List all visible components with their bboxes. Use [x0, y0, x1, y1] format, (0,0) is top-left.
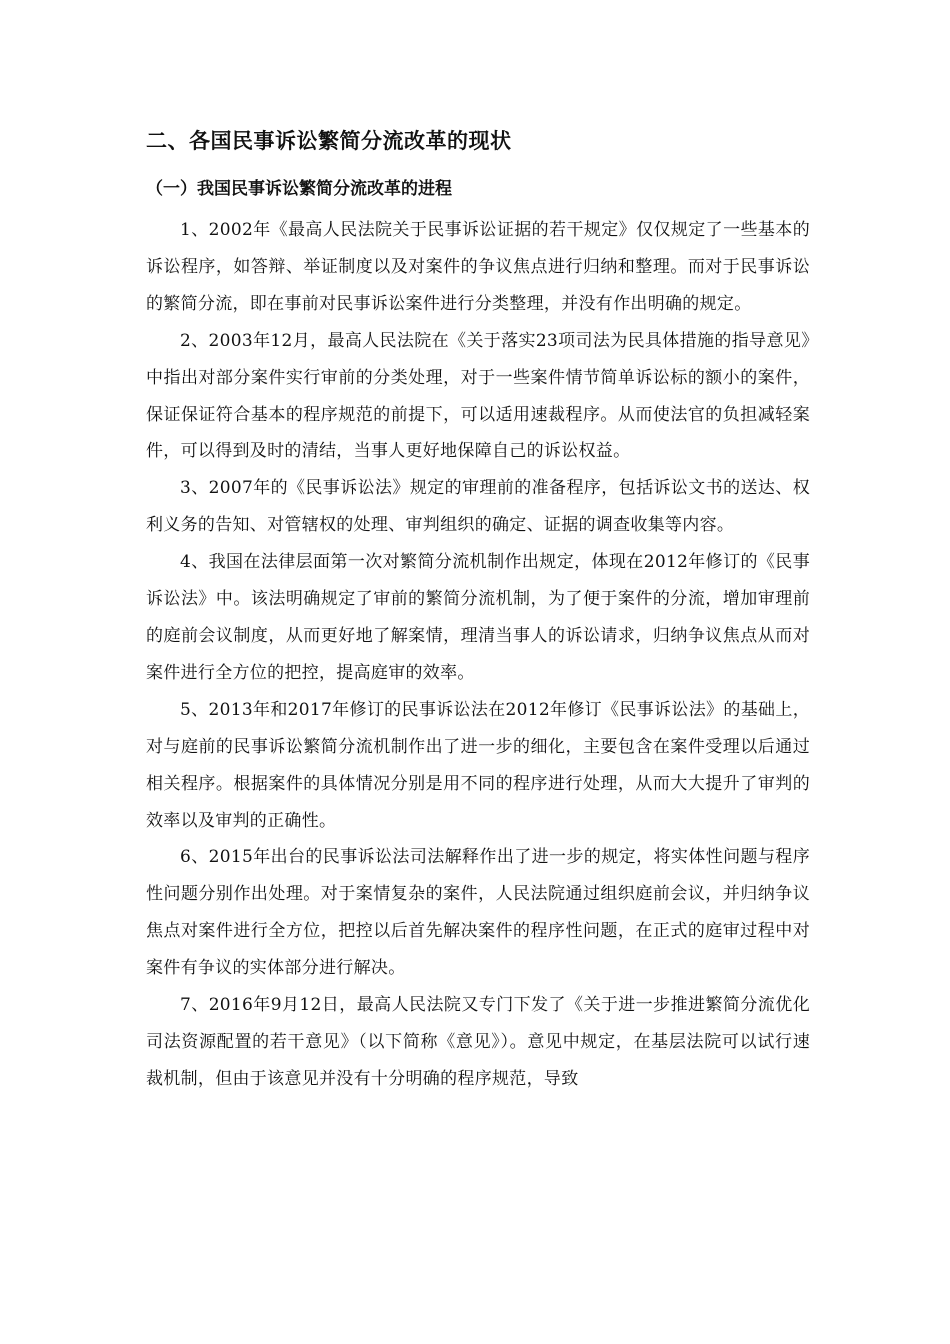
paragraph-7: 7、2016年9月12日，最高人民法院又专门下发了《关于进一步推进繁简分流优化司法资源配置的若干意见》（以下简称《意见》）。意见中规定，在基层法院可以试行速裁机制，但由于该意见并没有十分明确的程序规范，导致 — [146, 995, 810, 1089]
paragraph-6: 6、2015年出台的民事诉讼法司法解释作出了进一步的规定，将实体性问题与程序性问题分别作出处理。对于案情复杂的案件，人民法院通过组织庭前会议，并归纳争议焦点对案件进行全方位，把控以后首先解决案件的程序性问题，在正式的庭审过程中对案件有争议的实体部分进行解决。 — [146, 847, 810, 979]
paragraph-1: 1、2002年《最高人民法院关于民事诉讼证据的若干规定》仅仅规定了一些基本的诉讼程序，如答辩、举证制度以及对案件的争议焦点进行归纳和整理。而对于民事诉讼的繁简分流，即在事前对民事诉讼案件进行分类整理，并没有作出明确的规定。 — [146, 220, 810, 314]
paragraph-2: 2、2003年12月，最高人民法院在《关于落实23项司法为民具体措施的指导意见》中指出对部分案件实行审前的分类处理，对于一些案件情节简单诉讼标的额小的案件，保证保证符合基本的程序规范的前提下，可以适用速裁程序。从而使法官的负担减轻案件，可以得到及时的清结，当事人更好地保障自己的诉讼权益。 — [146, 330, 810, 462]
paragraph-4: 4、我国在法律层面第一次对繁简分流机制作出规定，体现在2012年修订的《民事诉讼法》中。该法明确规定了审前的繁简分流机制，为了便于案件的分流，增加审理前的庭前会议制度，从而更好地了解案情，理清当事人的诉讼请求，归纳争议焦点从而对案件进行全方位的把控，提高庭审的效率。 — [146, 552, 810, 683]
section-heading: 二、各国民事诉讼繁简分流改革的现状 — [146, 129, 512, 153]
paragraph-3: 3、2007年的《民事诉讼法》规定的审理前的准备程序，包括诉讼文书的送达、权利义务的告知、对管辖权的处理、审判组织的确定、证据的调查收集等内容。 — [146, 478, 810, 536]
subsection-heading: （一）我国民事诉讼繁简分流改革的进程 — [146, 179, 452, 199]
body-text — [146, 212, 810, 1098]
paragraph-5: 5、2013年和2017年修订的民事诉讼法在2012年修订《民事诉讼法》的基础上，对与庭前的民事诉讼繁简分流机制作出了进一步的细化，主要包含在案件受理以后通过相关程序。根据案件的具体情况分别是用不同的程序进行处理，从而大大提升了审判的效率以及审判的正确性。 — [146, 699, 810, 831]
